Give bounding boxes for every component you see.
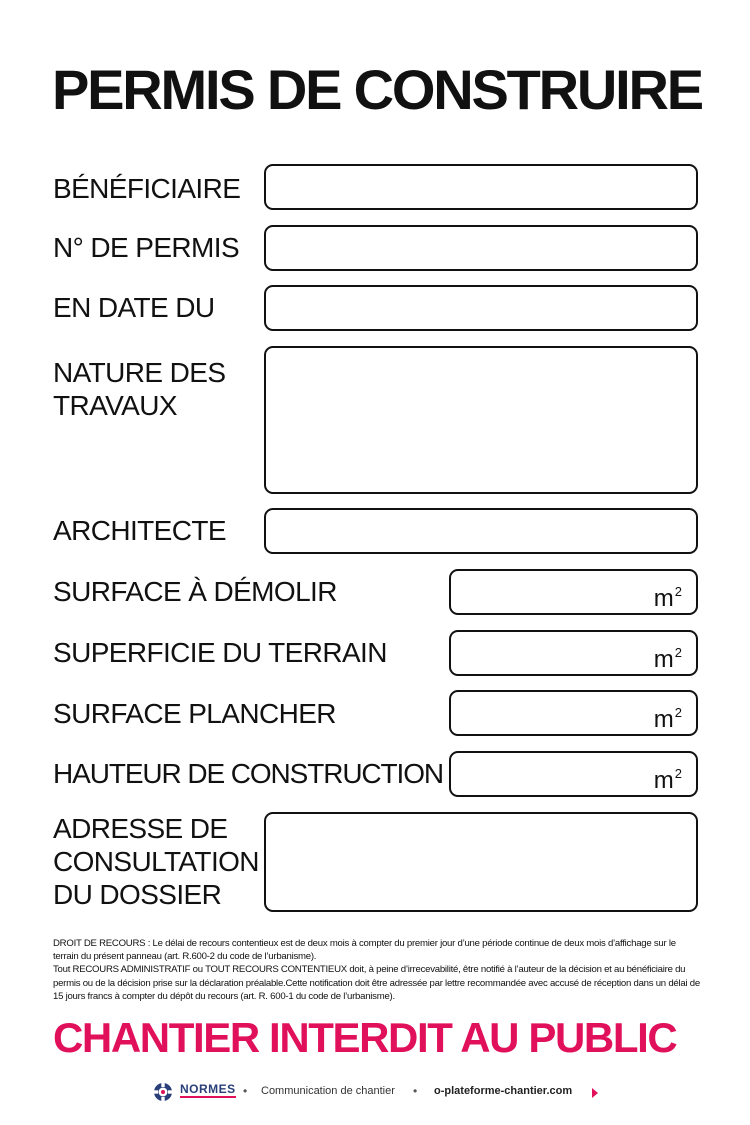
architecte-field[interactable] [264,508,698,554]
separator-dot: • [243,1084,248,1098]
label-superficie-terrain: SUPERFICIE DU TERRAIN [53,637,387,668]
unit-m2: $m^2$ [653,705,682,733]
label-nature-1: NATURE DES [53,357,226,388]
label-hauteur: HAUTEUR DE CONSTRUCTION [53,758,444,789]
adresse-consultation-field[interactable] [264,812,698,912]
unit-m2: $m^2$ [653,766,682,794]
unit-m2: $m^2$ [653,645,682,673]
beneficiaire-field[interactable] [264,164,698,210]
label-numero-permis: N° DE PERMIS [53,232,240,263]
numero-permis-field[interactable] [264,225,698,271]
surface-demolir-field[interactable] [449,569,698,615]
page-title: PERMIS DE CONSTRUIRE [52,58,702,121]
date-field[interactable] [264,285,698,331]
surface-plancher-field[interactable] [449,690,698,736]
unit-m2: $m^2$ [653,584,682,612]
label-date: EN DATE DU [53,292,215,323]
footer-tagline: Communication de chantier [261,1085,395,1097]
hauteur-field[interactable] [449,751,698,797]
legal-droit-recours: DROIT DE RECOURS : Le délai de recours contentieux est de deux mois à compter du premier jour d’une période continue de deux mois d’affichage sur le terrain du présent panneau (art. R.600-2 du code de l’urbanisme). [53,938,676,963]
normes-logo-icon [153,1082,173,1102]
separator-dot: • [413,1084,418,1098]
label-beneficiaire: BÉNÉFICIAIRE [53,173,241,204]
brand-name: NORMES [180,1082,236,1096]
label-architecte: ARCHITECTE [53,515,226,546]
superficie-terrain-field[interactable] [449,630,698,676]
nature-travaux-field[interactable] [264,346,698,494]
label-nature-2: TRAVAUX [53,390,177,421]
label-surface-plancher: SURFACE PLANCHER [53,698,336,729]
footer [0,1080,750,1106]
label-adresse-2: CONSULTATION [53,846,259,877]
legal-notice [53,937,703,1003]
legal-recours-notification: Tout RECOURS ADMINISTRATIF ou TOUT RECOURS CONTENTIEUX doit, à peine d’irrecevabilité, être notifié à l’auteur de la décision et au bénéficiaire du permis ou de la décision prise sur la déclaration préalable.Cette notification doit être adressée par lettre recommandée avec accusé de réception dans un délai de 15 jours francs à compter du dépôt du recours (art. R. 600-1 du code de l’urbanisme). [53,964,700,1002]
chantier-interdit-banner: CHANTIER INTERDIT AU PUBLIC [53,1014,677,1061]
label-adresse-3: DU DOSSIER [53,879,222,910]
label-surface-demolir: SURFACE À DÉMOLIR [53,576,337,607]
footer-site-link[interactable]: o-plateforme-chantier.com [434,1085,573,1097]
arrow-right-icon [592,1088,598,1098]
label-adresse-1: ADRESSE DE [53,813,228,844]
